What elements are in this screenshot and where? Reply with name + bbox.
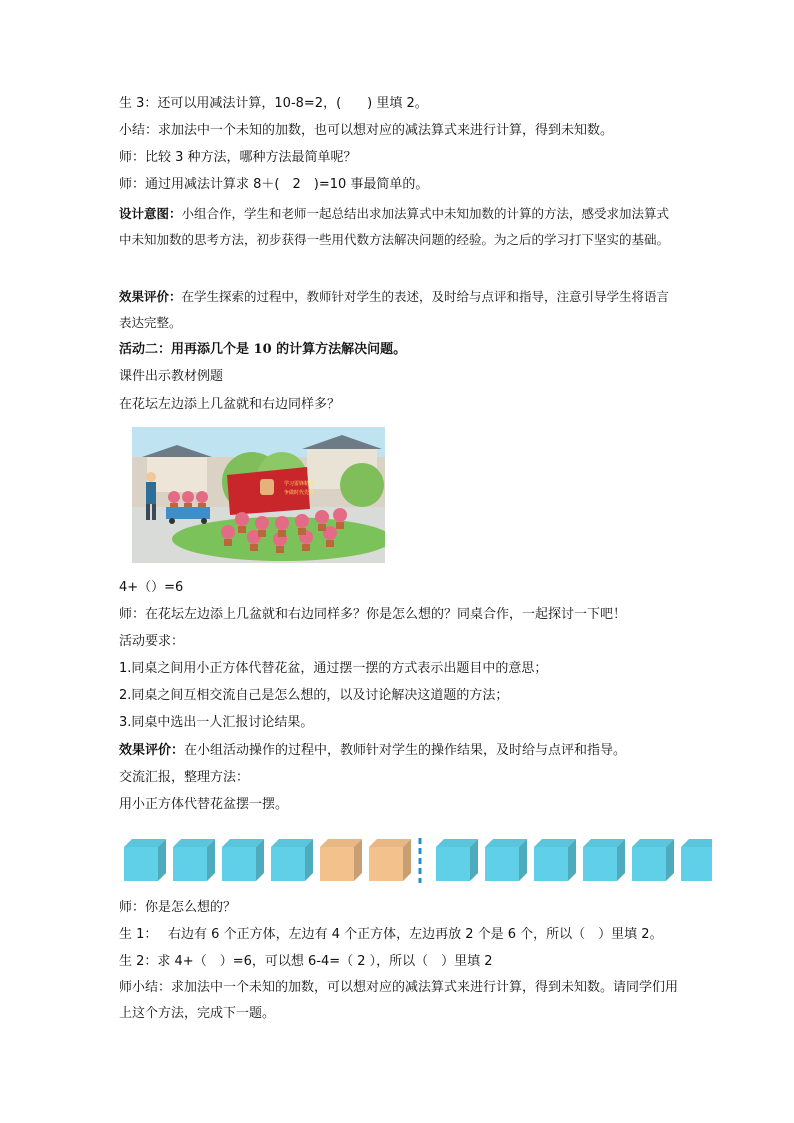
activity2-heading: 活动二：用再添几个是 10 的计算方法解决问题。 <box>119 342 407 357</box>
cube-right-blue <box>534 839 576 881</box>
student1-line: 生 1： 右边有 6 个正方体，左边有 4 个正方体，左边再放 2 个是 6 个，所以（ ）里填 2。 <box>119 927 663 942</box>
requirement-1: 1.同桌之间用小正方体代替花盆，通过摆一摆的方式表示出题目中的意思； <box>119 661 548 676</box>
requirement-2: 2.同桌之间互相交流自己是怎么想的，以及讨论解决这道题的方法； <box>119 688 509 703</box>
teacher-summary-paragraph: 师小结：求加法中一个未知的加数，可以想对应的减法算式来进行计算，得到未知数。请同学们用上这个方法，完成下一题。 <box>119 980 679 1021</box>
cube-right-blue <box>681 839 712 881</box>
use-cubes-line: 用小正方体代替花盆摆一摆。 <box>119 797 289 812</box>
requirements-title: 活动要求： <box>119 634 185 649</box>
teacher-question-line: 师：在花坛左边添上几盆就和右边同样多？你是怎么想的？同桌合作，一起探讨一下吧！ <box>119 607 627 622</box>
cube-left-blue <box>222 839 264 881</box>
cube-right-blue <box>485 839 527 881</box>
cube-right-blue <box>583 839 625 881</box>
requirement-3: 3.同桌中选出一人汇报讨论结果。 <box>119 715 314 730</box>
cube-left-orange <box>369 839 411 881</box>
cube-left-blue <box>271 839 313 881</box>
eval-label: 效果评价： <box>119 743 185 758</box>
line-summary-1: 小结：求加法中一个未知的加数，也可以想对应的减法算式来进行计算，得到未知数。 <box>119 123 614 138</box>
cube-left-blue <box>124 839 166 881</box>
design-intent-label: 设计意图： <box>119 206 182 221</box>
cube-left-orange <box>320 839 362 881</box>
courseware-line: 课件出示教材例题 <box>119 369 224 384</box>
line-teacher-subtract: 师：通过用减法计算求 8＋( 2 )=10 事最简单的。 <box>119 177 429 192</box>
sign-text-2: 争做时代先锋 <box>284 490 315 496</box>
effect-eval-paragraph <box>119 284 681 336</box>
exchange-line: 交流汇报，整理方法： <box>119 770 250 785</box>
question-line: 在花坛左边添上几盆就和右边同样多？ <box>119 397 341 412</box>
sign-portrait <box>260 479 274 495</box>
effect-eval-label: 效果评价： <box>119 289 182 304</box>
line-teacher-compare: 师：比较 3 种方法，哪种方法最简单呢？ <box>119 150 357 165</box>
design-intent-text: 小组合作，学生和老师一起总结出求加法算式中未知加数的计算的方法，感受求加法算式中未知加数的思考方法，初步获得一些用代数方法解决问题的经验。为之后的学习打下坚实的基础。 <box>119 206 670 247</box>
cube-right-blue <box>632 839 674 881</box>
equation-line: 4+（）=6 <box>119 580 184 595</box>
design-intent-paragraph <box>119 201 681 253</box>
teacher-how-line: 师：你是怎么想的？ <box>119 900 237 915</box>
eval-line <box>119 742 626 760</box>
cube-row <box>122 838 712 883</box>
flowerbed-illustration <box>132 427 385 563</box>
eval-text: 在小组活动操作的过程中，教师针对学生的操作结果，及时给与点评和指导。 <box>184 743 627 758</box>
cube-right-blue <box>436 839 478 881</box>
line-student3: 生 3：还可以用减法计算，10-8=2，( ) 里填 2。 <box>119 96 428 111</box>
student2-line: 生 2：求 4+（ ）=6，可以想 6-4=（ 2 ），所以（ ）里填 2 <box>119 954 493 969</box>
cube-left-blue <box>173 839 215 881</box>
effect-eval-text: 在学生探索的过程中，教师针对学生的表述，及时给与点评和指导，注意引导学生将语言表达完整。 <box>119 289 670 330</box>
sign-text-1: 学习雷锋精神 <box>284 481 315 487</box>
